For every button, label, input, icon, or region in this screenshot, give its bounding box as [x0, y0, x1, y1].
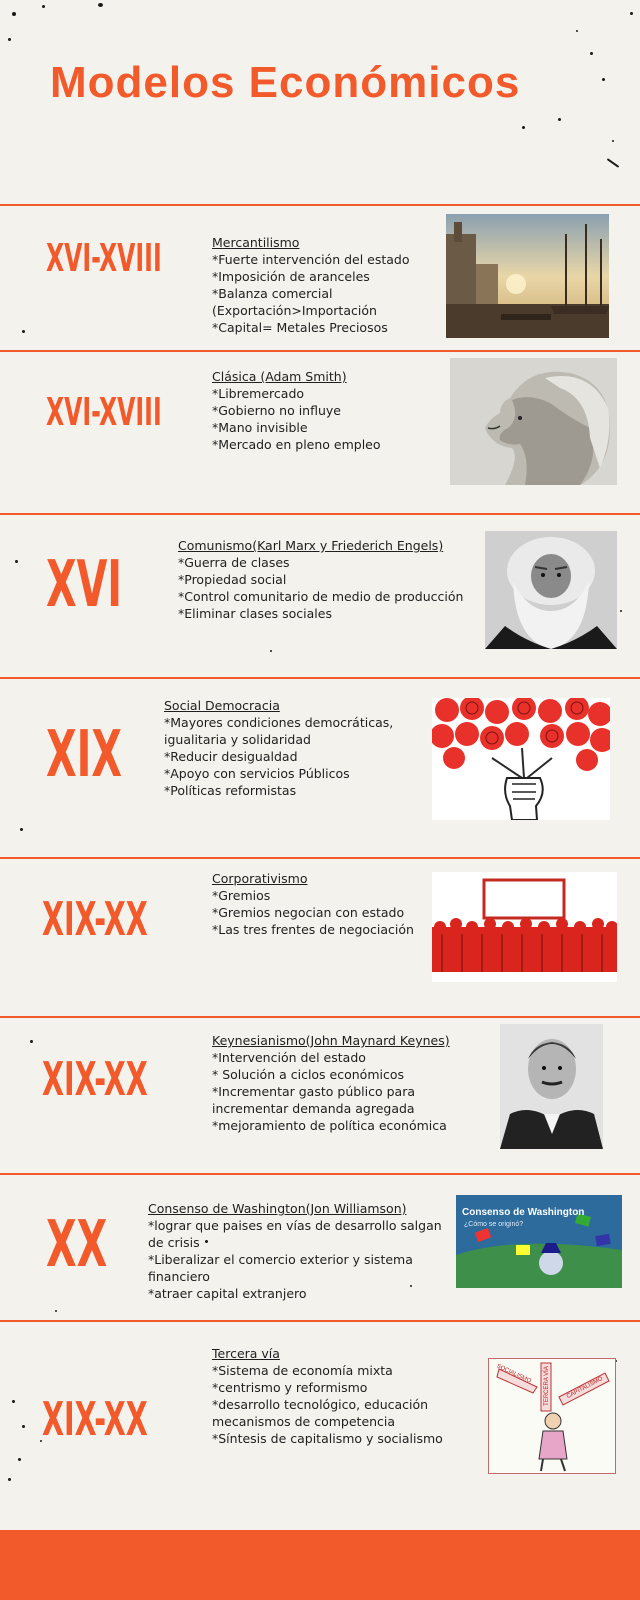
section-text	[212, 234, 432, 336]
era-label: XX	[46, 1208, 108, 1282]
era-label: XIX-XX	[42, 1052, 148, 1106]
list-item: *centrismo y reformismo	[212, 1380, 368, 1395]
footer-band	[0, 1530, 640, 1600]
section-divider	[0, 677, 640, 679]
era-label: XIX-XX	[42, 1392, 148, 1446]
list-item: *Intervención del estado	[212, 1050, 366, 1065]
list-item: *Las tres frentes de negociación	[212, 922, 414, 937]
section-heading: Tercera vía	[212, 1346, 280, 1361]
section-heading: Clásica (Adam Smith)	[212, 369, 347, 384]
section-text	[178, 537, 468, 622]
list-item: *lograr que paises en vías de desarrollo salgan de crisis	[148, 1218, 442, 1250]
list-item: *Balanza comercial	[212, 286, 333, 301]
crowd-banner-image	[432, 872, 617, 982]
label-socialismo: SOCIALISMO	[495, 1363, 532, 1385]
list-item: *Liberalizar el comercio exterior y sistema financiero	[148, 1252, 413, 1284]
section-heading: Social Democracia	[164, 698, 280, 713]
era-label: XVI	[46, 548, 123, 622]
list-item: * Solución a ciclos económicos	[212, 1067, 405, 1082]
section-divider	[0, 857, 640, 859]
list-item: *Libremercado	[212, 386, 305, 401]
slide-title: Consenso de Washington	[462, 1207, 585, 1218]
list-item: *Sistema de economía mixta	[212, 1363, 393, 1378]
section-heading: Comunismo(Karl Marx y Friederich Engels)	[178, 538, 444, 553]
list-item: (Exportación>Importación	[212, 303, 377, 318]
era-label: XVI-XVIII	[46, 236, 162, 280]
list-item: *Gremios negocian con estado	[212, 905, 405, 920]
roses-fist-image	[432, 698, 610, 820]
list-item: *Guerra de clases	[178, 555, 290, 570]
label-tercera-via: TERCERA VÍA	[543, 1366, 550, 1406]
third-way-cartoon-image	[488, 1358, 616, 1474]
list-item: *Gobierno no influye	[212, 403, 341, 418]
keynes-portrait-image	[500, 1024, 603, 1149]
section-text	[212, 1345, 452, 1447]
section-text	[212, 1032, 452, 1134]
section-text	[212, 368, 432, 453]
section-text	[212, 870, 432, 938]
list-item: *Políticas reformistas	[164, 783, 297, 798]
list-item: *Mano invisible	[212, 420, 308, 435]
section-heading: Corporativismo	[212, 871, 308, 886]
adam-smith-portrait-image	[450, 358, 617, 485]
list-item: *Incrementar gasto público para incrementar demanda agregada	[212, 1084, 416, 1116]
list-item: *Síntesis de capitalismo y socialismo	[212, 1431, 443, 1446]
consenso-slide-image	[456, 1195, 622, 1288]
page-title: Modelos Económicos	[50, 58, 521, 107]
karl-marx-portrait-image	[485, 531, 617, 649]
section-divider	[0, 350, 640, 352]
section-divider	[0, 1320, 640, 1322]
section-heading: Keynesianismo(John Maynard Keynes)	[212, 1033, 450, 1048]
era-label: XIX	[46, 718, 122, 792]
slide-subtitle: ¿Cómo se originó?	[464, 1221, 524, 1228]
section-divider	[0, 1016, 640, 1018]
list-item: *Apoyo con servicios Públicos	[164, 766, 350, 781]
section-text	[148, 1200, 448, 1302]
harbor-painting-image	[446, 214, 609, 338]
list-item: *Mercado en pleno empleo	[212, 437, 381, 452]
list-item: *Imposición de aranceles	[212, 269, 370, 284]
list-item: *Gremios	[212, 888, 271, 903]
list-item: *Eliminar clases sociales	[178, 606, 332, 621]
list-item: *Propiedad social	[178, 572, 287, 587]
era-label: XIX-XX	[42, 892, 148, 946]
list-item: *atraer capital extranjero	[148, 1286, 307, 1301]
section-divider	[0, 513, 640, 515]
section-divider	[0, 1173, 640, 1175]
list-item: *desarrollo tecnológico, educación mecanismos de competencia	[212, 1397, 429, 1429]
list-item: *Control comunitario de medio de producción	[178, 589, 464, 604]
list-item: *Capital= Metales Preciosos	[212, 320, 388, 335]
era-label: XVI-XVIII	[46, 390, 162, 434]
list-item: *Fuerte intervención del estado	[212, 252, 410, 267]
section-divider	[0, 204, 640, 206]
list-item: *Mayores condiciones democráticas, igualitaria y solidaridad	[164, 715, 394, 747]
label-capitalismo: CAPITALISMO	[565, 1375, 604, 1401]
section-heading: Consenso de Washington(Jon Williamson)	[148, 1201, 407, 1216]
list-item: *mejoramiento de política económica	[212, 1118, 447, 1133]
section-text	[164, 697, 414, 799]
list-item: *Reducir desigualdad	[164, 749, 298, 764]
section-heading: Mercantilismo	[212, 235, 300, 250]
